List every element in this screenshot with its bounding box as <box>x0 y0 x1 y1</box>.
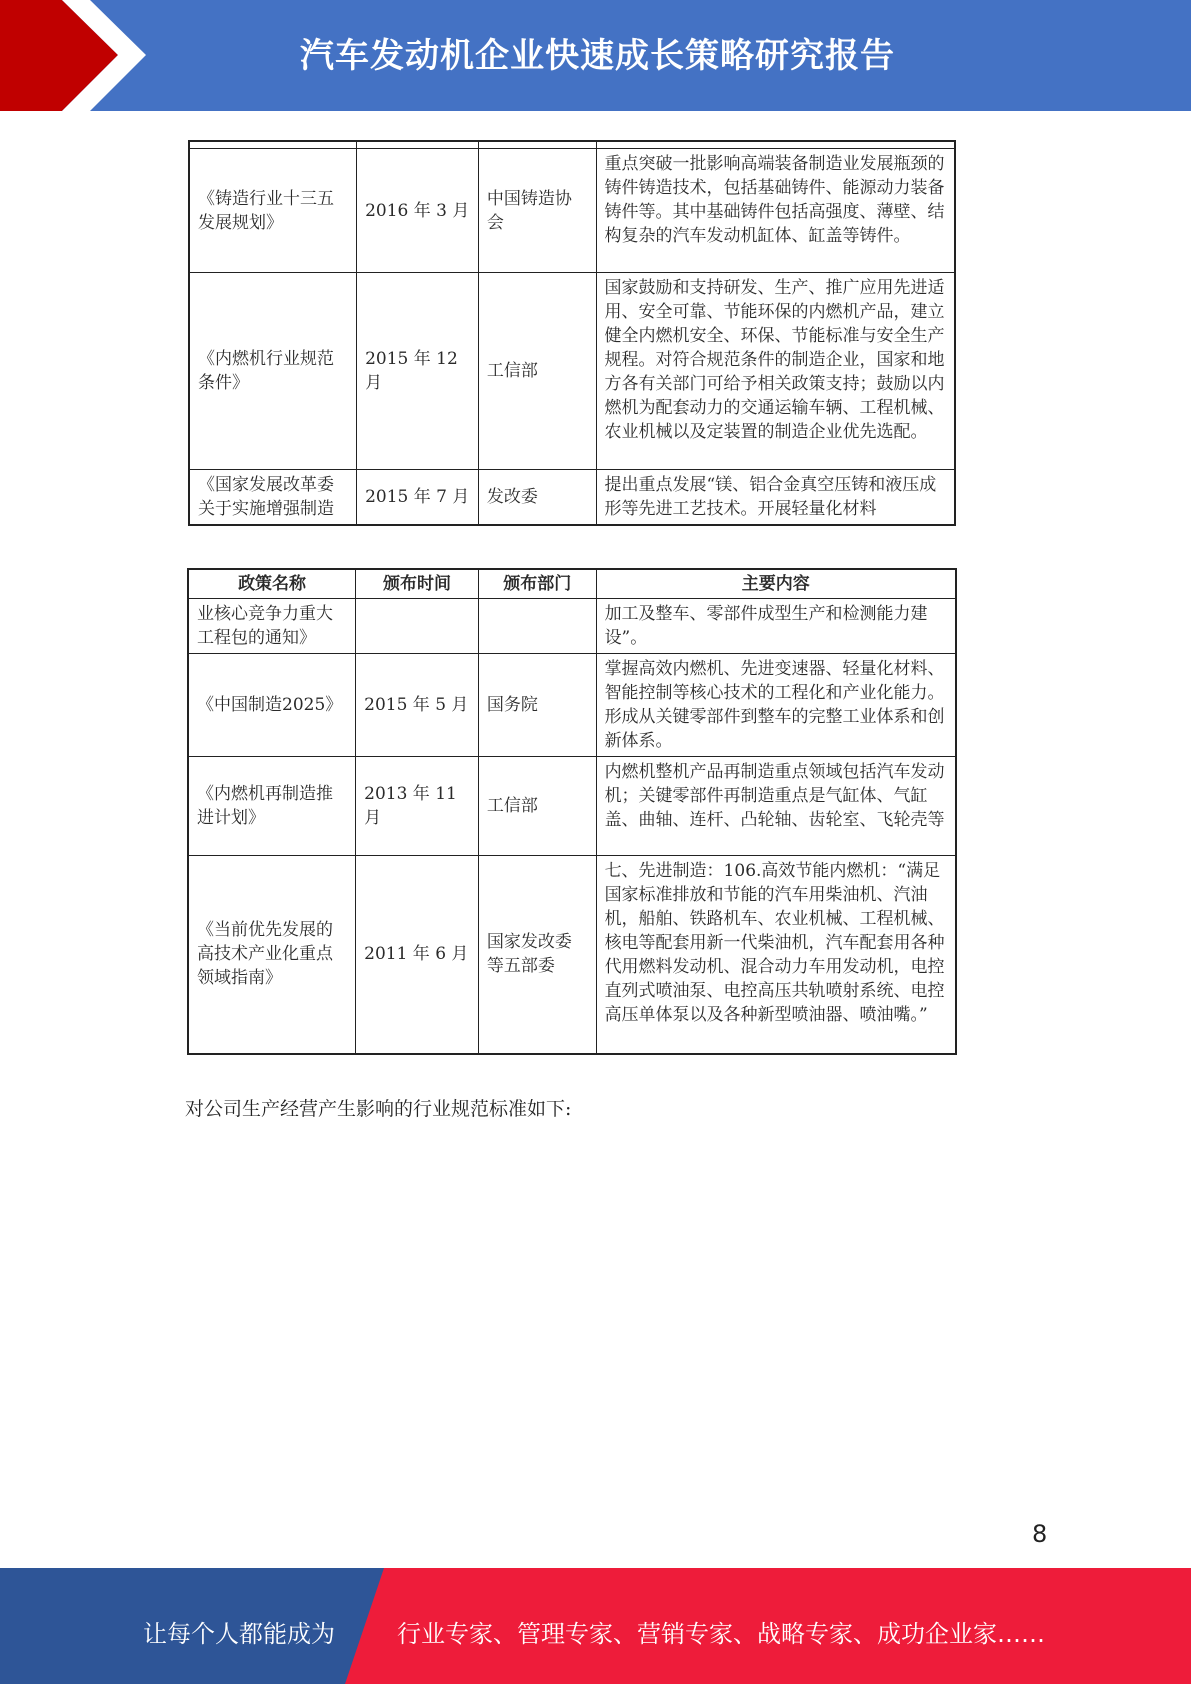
policy-department-cell: 国家发改委等五部委 <box>478 856 596 1054</box>
header-chevron-decoration <box>0 0 160 111</box>
policy-table-continued <box>188 140 956 526</box>
policy-content-cell: 国家鼓励和支持研发、生产、推广应用先进适用、安全可靠、节能环保的内燃机产品，建立健全内燃机安全、环保、节能标准与安全生产规程。对符合规范条件的制造企业，国家和地方各有关部门可给予相关政策支持；鼓励以内燃机为配套动力的交通运输车辆、工程机械、农业机械以及定装置的制造企业优先选配。 <box>596 273 955 470</box>
table-header-row <box>188 569 956 599</box>
footer-slogan-right: 行业专家、管理专家、营销专家、战略专家、成功企业家…… <box>397 1620 1045 1648</box>
table-row <box>188 599 956 654</box>
policy-date-cell: 2015 年 7 月 <box>357 470 479 526</box>
policy-content-cell: 内燃机整机产品再制造重点领域包括汽车发动机；关键零部件再制造重点是气缸体、气缸盖、曲轴、连杆、凸轮轴、齿轮室、飞轮壳等 <box>596 757 956 856</box>
policy-department-cell: 发改委 <box>478 470 596 526</box>
table-row <box>189 149 955 273</box>
policy-table <box>187 568 957 1055</box>
table-row <box>188 856 956 1054</box>
policy-content-cell: 七、先进制造：106.高效节能内燃机：“满足国家标准排放和节能的汽车用柴油机、汽油机，船舶、铁路机车、农业机械、工程机械、核电等配套用新一代柴油机，汽车配套用各种代用燃料发动机、混合动力车用发动机，电控直列式喷油泵、电控高压共轨喷射系统、电控高压单体泵以及各种新型喷油器、喷油嘴。” <box>596 856 956 1054</box>
policy-date-cell <box>356 599 479 654</box>
policy-name-cell: 《当前优先发展的高技术产业化重点领域指南》 <box>188 856 356 1054</box>
column-header-policy-name: 政策名称 <box>188 569 356 599</box>
policy-name-cell: 业核心竞争力重大工程包的通知》 <box>188 599 356 654</box>
report-title: 汽车发动机企业快速成长策略研究报告 <box>300 36 895 76</box>
policy-date-cell: 2015 年 12 月 <box>357 273 479 470</box>
column-header-department: 颁布部门 <box>478 569 596 599</box>
policy-content-cell: 加工及整车、零部件成型生产和检测能力建设”。 <box>596 599 956 654</box>
column-header-date: 颁布时间 <box>356 569 479 599</box>
table-row <box>188 757 956 856</box>
policy-name-cell: 《内燃机再制造推进计划》 <box>188 757 356 856</box>
policy-content-cell: 掌握高效内燃机、先进变速器、轻量化材料、智能控制等核心技术的工程化和产业化能力。形成从关键零部件到整车的完整工业体系和创新体系。 <box>596 654 956 757</box>
table-row-cut-edge <box>189 141 955 149</box>
policy-content-cell: 提出重点发展“镁、铝合金真空压铸和液压成形等先进工艺技术。开展轻量化材料 <box>596 470 955 526</box>
body-paragraph: 对公司生产经营产生影响的行业规范标准如下: <box>185 1098 572 1120</box>
policy-department-cell: 国务院 <box>478 654 596 757</box>
table-row <box>188 654 956 757</box>
policy-date-cell: 2016 年 3 月 <box>357 149 479 273</box>
column-header-content: 主要内容 <box>596 569 956 599</box>
page-number: 8 <box>1032 1520 1048 1548</box>
policy-content-cell: 重点突破一批影响高端装备制造业发展瓶颈的铸件铸造技术，包括基础铸件、能源动力装备铸件等。其中基础铸件包括高强度、薄壁、结构复杂的汽车发动机缸体、缸盖等铸件。 <box>596 149 955 273</box>
footer-slogan-left: 让每个人都能成为 <box>143 1620 335 1648</box>
page-header <box>0 0 1191 111</box>
policy-name-cell: 《国家发展改革委关于实施增强制造 <box>189 470 357 526</box>
policy-department-cell: 工信部 <box>478 757 596 856</box>
policy-name-cell: 《中国制造2025》 <box>188 654 356 757</box>
page-footer <box>0 1568 1191 1684</box>
policy-date-cell: 2011 年 6 月 <box>356 856 479 1054</box>
table-row <box>189 470 955 526</box>
table-row <box>189 273 955 470</box>
policy-department-cell: 工信部 <box>478 273 596 470</box>
policy-name-cell: 《内燃机行业规范条件》 <box>189 273 357 470</box>
policy-date-cell: 2015 年 5 月 <box>356 654 479 757</box>
policy-name-cell: 《铸造行业十三五发展规划》 <box>189 149 357 273</box>
policy-date-cell: 2013 年 11 月 <box>356 757 479 856</box>
policy-department-cell: 中国铸造协会 <box>478 149 596 273</box>
policy-department-cell <box>478 599 596 654</box>
